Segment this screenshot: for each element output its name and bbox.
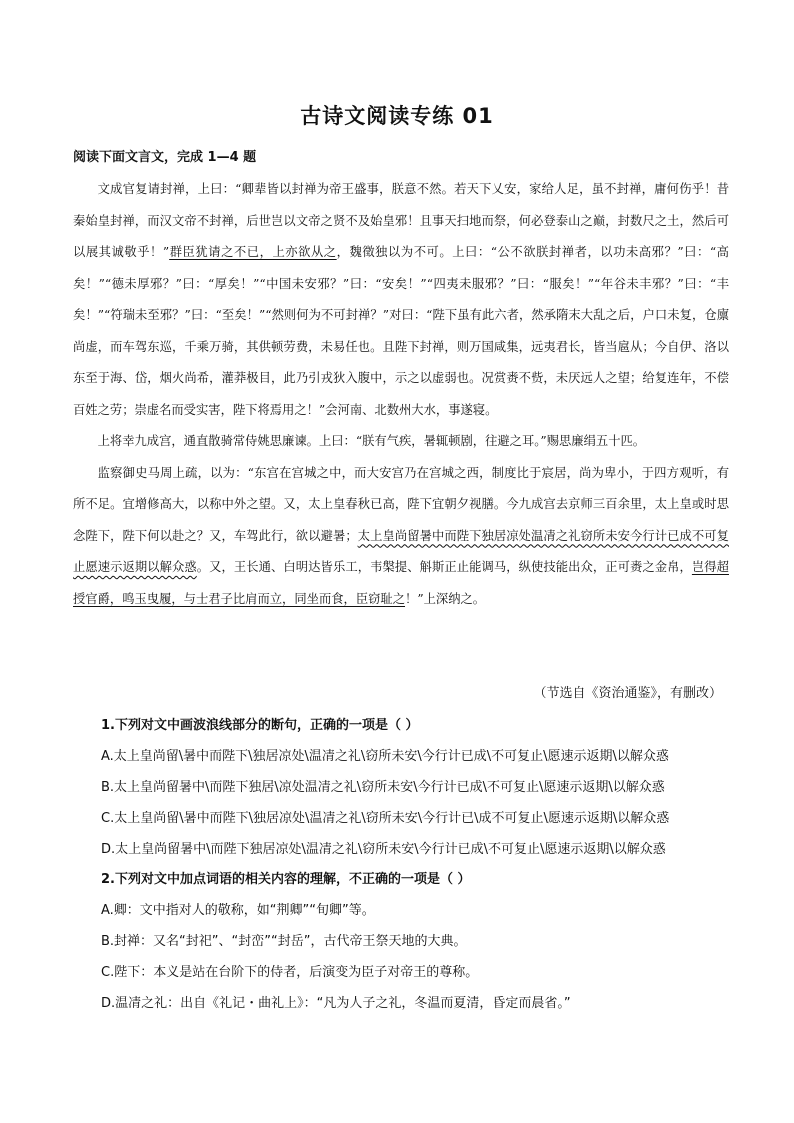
- question-2-stem: 2.下列对文中加点词语的相关内容的理解，不正确的一项是（ ）: [101, 872, 471, 887]
- question-2-option-b: B.封禅：又名“封祀”、“封峦”“封岳”，古代帝王祭天地的大典。: [101, 934, 467, 949]
- question-2-option-d: D.温凊之礼：出自《礼记・曲礼上》：“凡为人子之礼，冬温而夏清，昏定而晨省。”: [101, 996, 571, 1011]
- passage-text: 监察御史马周上疏，以为：“东宫在宫城之中，而大安宫乃在宫城之西，制度比于宸居，尚为卑小，于四方观听，有所不足。宜增修高大，以称中外之望。又，太上皇春秋已高，陛下宜朝夕视膳。今九成宫去京师三百余里，太上皇或时思念陛下，陛下何以赴之？又，车驾此行，欲以避暑；: [73, 465, 729, 543]
- page-title: 古诗文阅读专练 01: [300, 104, 494, 128]
- passage-paragraph-3: [73, 458, 729, 616]
- question-2-option-c: C.陛下：本义是站在台阶下的侍者，后演变为臣子对帝王的尊称。: [101, 965, 479, 980]
- question-1-option-b: B.太上皇尚留暑中\而陛下独居\凉处温凊之礼\窃所未安\今行计已成\不可复止\愿速示返期\以解众惑: [101, 780, 665, 795]
- question-1-option-d: D.太上皇尚留暑中\而陛下独居凉处\温凊之礼\窃所未安\今行计已成\不可复止\愿速示返期\以解众惑: [101, 842, 666, 857]
- wavy-underlined-sentence: 太上皇尚留暑中而陛下独居凉处温凊之礼窃所未安今行计已成不可复止愿速示返期以解众惑: [73, 528, 729, 574]
- reading-instruction: 阅读下面文言文，完成 1—4 题: [73, 150, 257, 165]
- underlined-sentence: 岂得超授官爵，鸣玉曳履，与士君子比肩而立，同坐而食，臣窃耻之: [73, 560, 729, 606]
- question-2-option-a: A.卿：文中指对人的敬称，如“荆卿”“旬卿”等。: [101, 903, 375, 918]
- question-1-stem: 1.下列对文中画波浪线部分的断句，正确的一项是（ ）: [101, 718, 419, 733]
- questions: [101, 711, 741, 1019]
- passage-text: ，魏徵独以为不可。上曰：“公不欲朕封禅者，以功未高邪？”曰：“高矣！”“德未厚邪？”曰：“厚矣！”“中国未安邪？”曰：“安矣！”“四夷未服邪？”曰：“服矣！”“年谷未丰邪？”曰：“丰矣！”“符瑞未至邪？”曰：“至矣！”“然则何为不可封禅？”对曰：“陛下虽有此六者，然承隋末大乱之后，户口未复，仓廪尚虚，而车驾东巡，千乘万骑，其供顿劳费，未易任也。且陛下封禅，则万国咸集，远夷君长，皆当扈从；今自伊、洛以东至于海、岱，烟火尚希，灌莽极目，此乃引戎狄入腹中，示之以虚弱也。况赏赉不赀，未厌远人之望；给复连年，不偿百姓之劳；崇虚名而受实害，陛下将焉用之！”会河南、北数州大水，事遂寝。: [73, 245, 729, 417]
- question-1-option-c: C.太上皇尚留\暑中而陛下\独居凉处\温凊之礼\窃所未安\今行计已\成不可复止\愿速示返期\以解众惑: [101, 811, 670, 826]
- passage-paragraph-1: [73, 174, 729, 426]
- question-1-option-a: A.太上皇尚留\暑中而陛下\独居凉处\温凊之礼\窃所未安\今行计已成\不可复止\愿速示返期\以解众惑: [101, 749, 669, 764]
- passage-paragraph-2: [73, 426, 729, 458]
- passage-text: 文成官复请封禅，上曰：“卿辈皆以封禅为帝王盛事，朕意不然。若天下乂安，家给人足，虽不封禅，庸何伤乎！昔秦始皇封禅，而汉文帝不封禅，后世岂以文帝之贤不及始皇邪！且事天扫地而祭，何必登泰山之巅，封数尺之土，然后可以展其诚敬乎！”: [73, 182, 729, 259]
- passage-text: ！”上深纳之。: [405, 591, 486, 606]
- passage-text: 上将幸九成宫，通直散骑常侍姚思廉谏。上曰：“朕有气疾，暑辄顿剧，往避之耳。”赐思廉绢五十匹。: [97, 434, 646, 448]
- classical-passage: [73, 174, 729, 615]
- passage-text: 。又，王长通、白明达皆乐工，韦槃提、斛斯正止能调马，纵使技能出众，正可赉之金帛，: [196, 560, 692, 574]
- underlined-sentence: 群臣犹请之不已，上亦欲从之: [169, 245, 337, 259]
- source-note: （节选自《资治通鉴》，有删改）: [533, 686, 722, 701]
